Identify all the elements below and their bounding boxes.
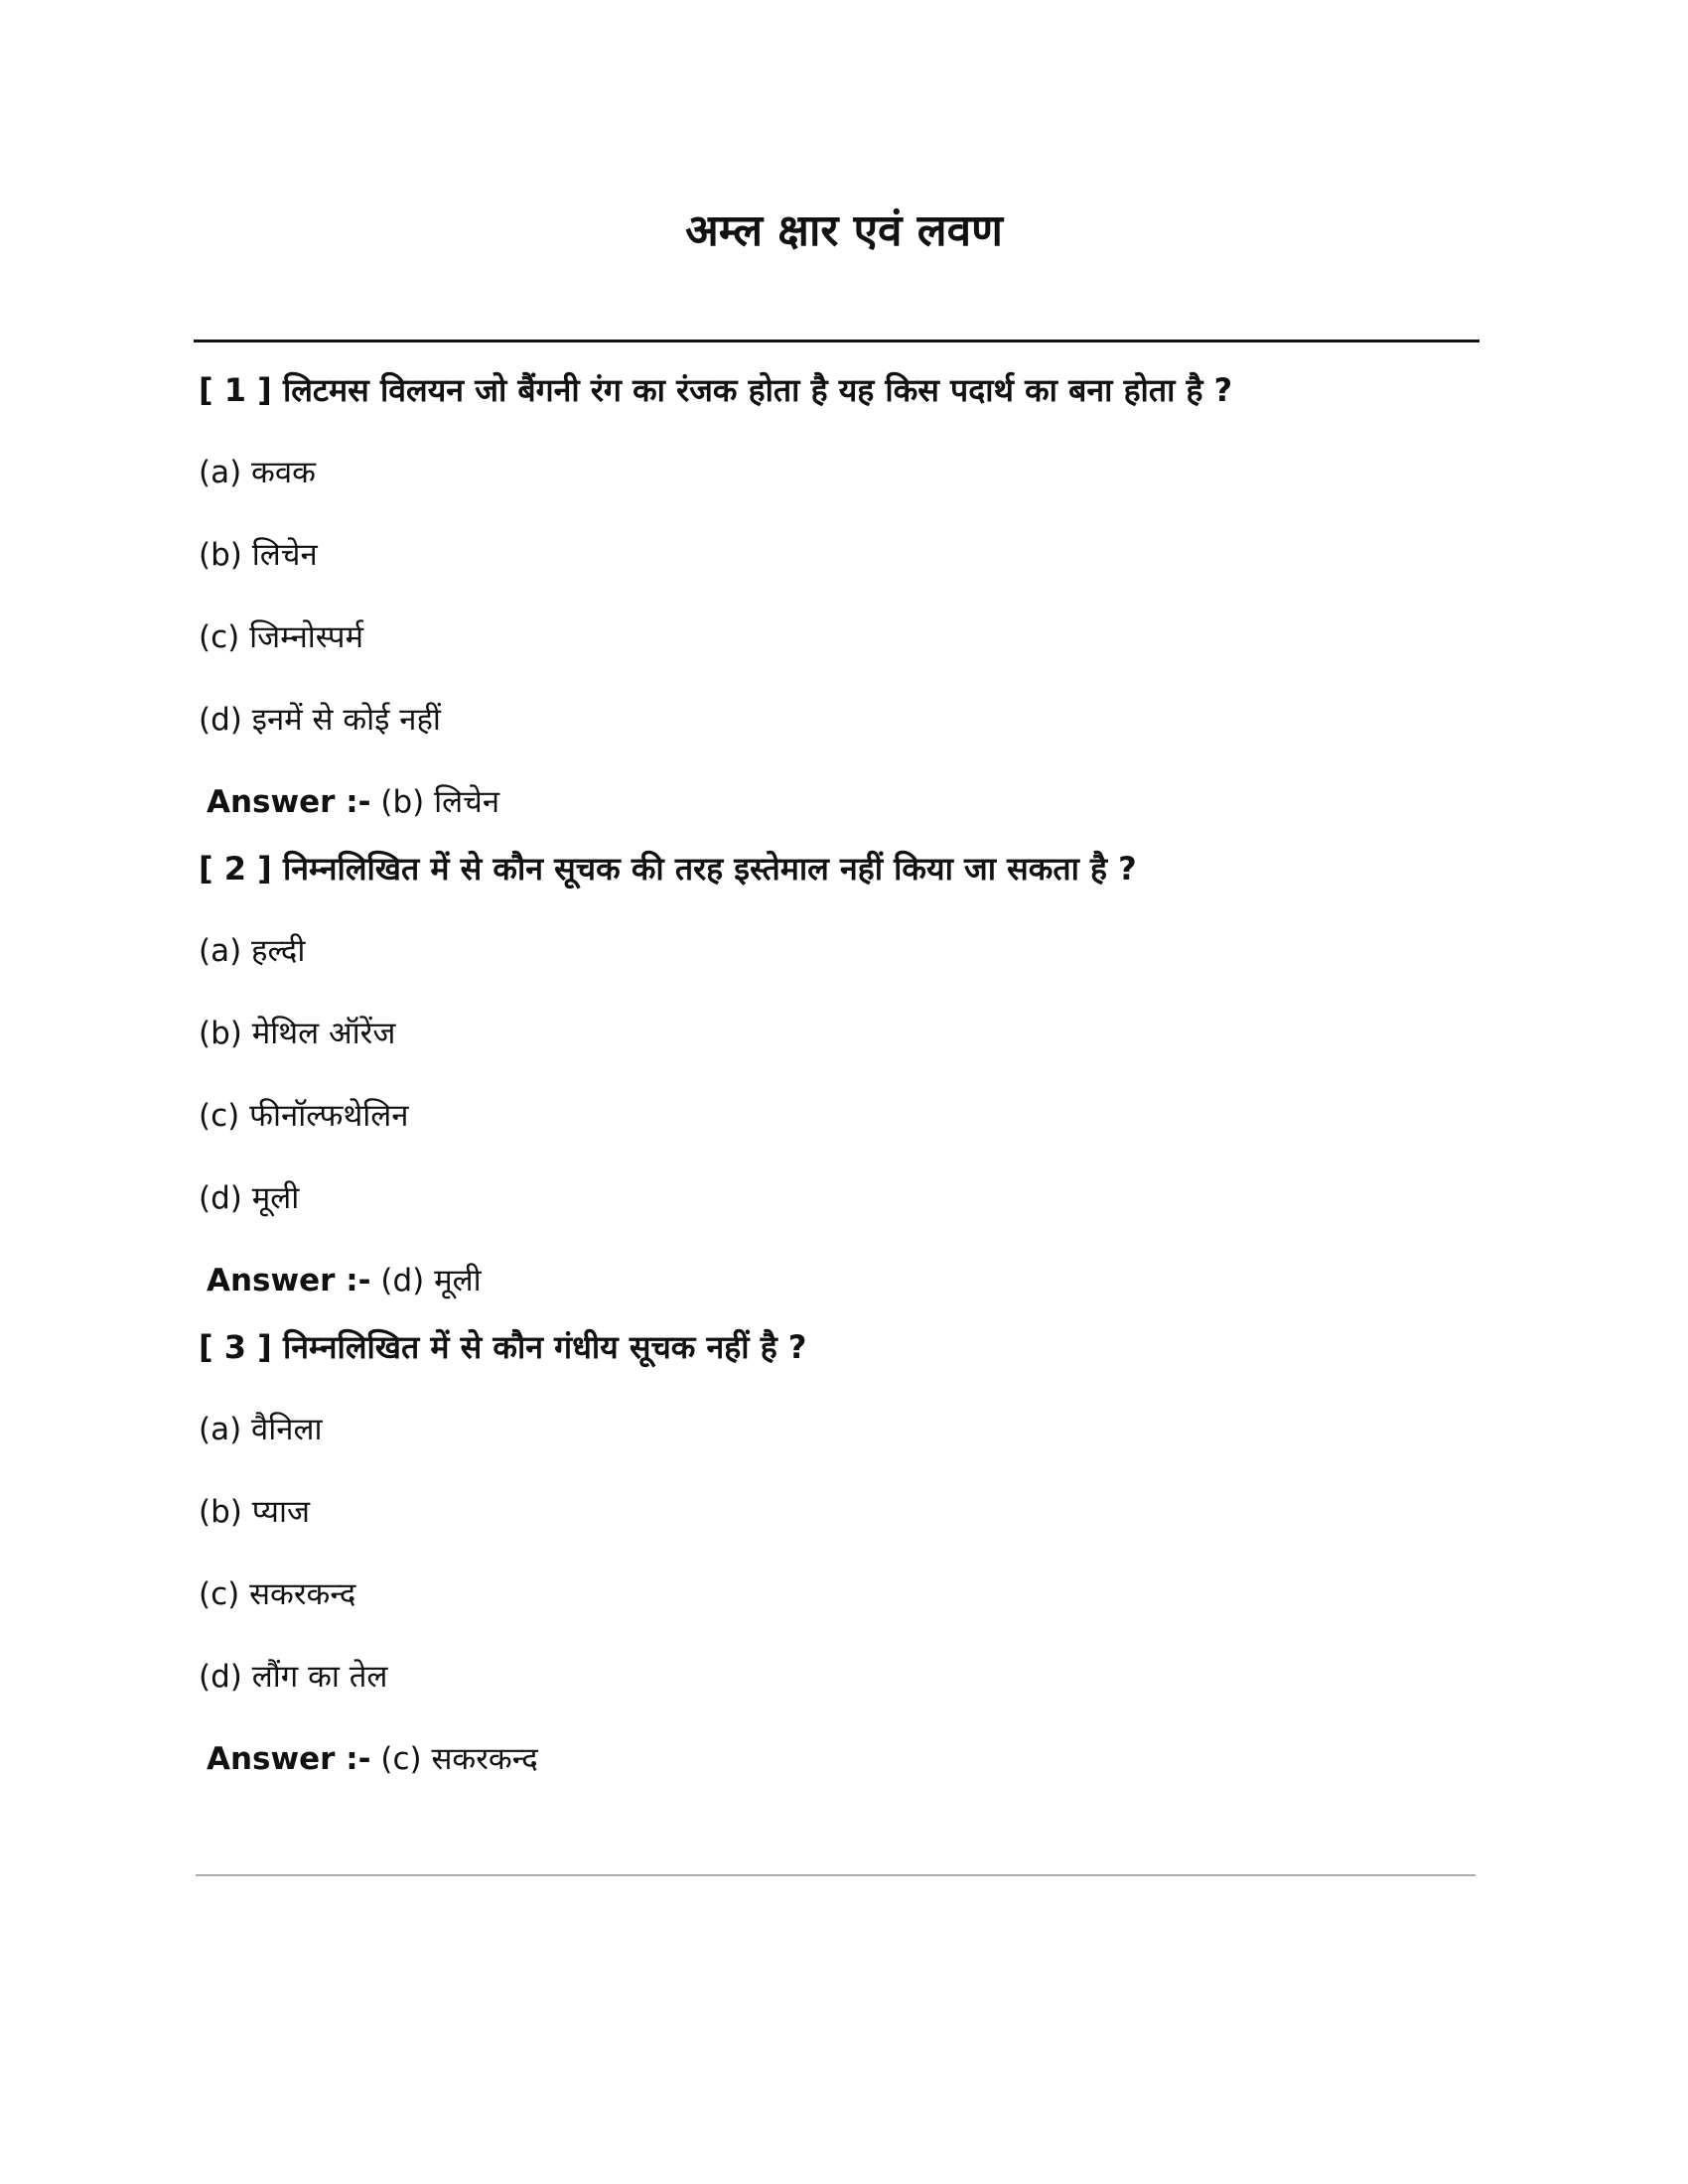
question-number: [ 3 ] <box>199 1328 272 1366</box>
question-text: लिटमस विलयन जो बैंगनी रंग का रंजक होता है यह किस पदार्थ का बना होता है ? <box>282 371 1233 409</box>
answer-value: (b) लिचेन <box>380 784 500 820</box>
option-c: (c) सकरकन्द <box>199 1576 356 1612</box>
option-c: (c) जिम्नोस्पर्म <box>199 619 364 655</box>
answer-value: (d) मूली <box>380 1263 482 1298</box>
option-d: (d) मूली <box>199 1180 300 1216</box>
option-d: (d) लौंग का तेल <box>199 1659 388 1695</box>
option-d: (d) इनमें से कोई नहीं <box>199 702 441 738</box>
question-1 <box>199 365 1232 415</box>
answer-label: Answer :- <box>207 784 371 820</box>
option-b: (b) लिचेन <box>199 537 318 573</box>
option-a: (a) कवक <box>199 455 316 490</box>
top-divider <box>194 340 1479 342</box>
answer-label: Answer :- <box>207 1741 371 1777</box>
answer-label: Answer :- <box>207 1263 371 1298</box>
option-a: (a) वैनिला <box>199 1412 323 1447</box>
answer <box>207 1734 538 1784</box>
option-a: (a) हल्दी <box>199 933 306 969</box>
question-3 <box>199 1322 806 1372</box>
answer <box>207 1256 482 1305</box>
question-text: निम्नलिखित में से कौन सूचक की तरह इस्तेमाल नहीं किया जा सकता है ? <box>282 850 1137 887</box>
option-b: (b) प्याज <box>199 1494 311 1530</box>
option-b: (b) मेथिल ऑरेंज <box>199 1016 396 1051</box>
question-number: [ 2 ] <box>199 850 272 887</box>
page-title: अम्ल क्षार एवं लवण <box>685 205 1003 256</box>
question-2 <box>199 844 1137 893</box>
bottom-divider <box>196 1874 1476 1876</box>
answer <box>207 777 499 827</box>
question-number: [ 1 ] <box>199 371 272 409</box>
question-text: निम्नलिखित में से कौन गंधीय सूचक नहीं है ? <box>282 1328 807 1366</box>
option-c: (c) फीनॉल्फथेलिन <box>199 1098 409 1134</box>
answer-value: (c) सकरकन्द <box>380 1741 538 1777</box>
